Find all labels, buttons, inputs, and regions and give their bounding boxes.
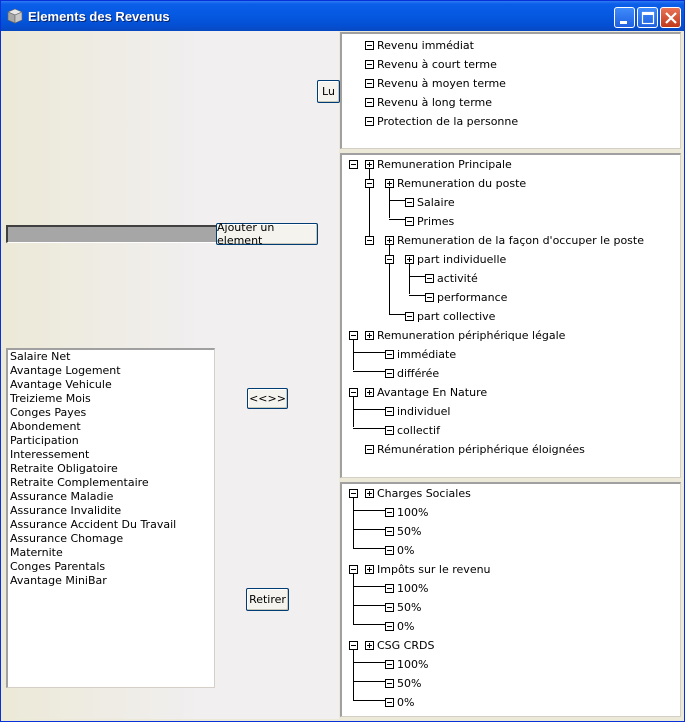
close-button[interactable]: [660, 7, 681, 28]
tree-node-label[interactable]: 100%: [397, 658, 429, 671]
collapse-icon[interactable]: [349, 388, 358, 397]
tree-node-label[interactable]: Charges Sociales: [377, 487, 471, 500]
tree-line: [353, 700, 385, 701]
list-item[interactable]: Assurance Maladie: [10, 490, 114, 503]
collapse-icon[interactable]: [365, 98, 374, 107]
collapse-icon[interactable]: [349, 331, 358, 340]
tree-node-label[interactable]: individuel: [397, 405, 451, 418]
maximize-button[interactable]: [637, 7, 658, 28]
close-icon: [661, 8, 682, 29]
tree-line: [389, 200, 405, 201]
tree-line: [353, 574, 354, 624]
remove-button[interactable]: Retirer: [246, 588, 289, 611]
expand-icon[interactable]: [385, 236, 394, 245]
tree-node-label[interactable]: différée: [397, 367, 440, 380]
title-bar[interactable]: [1, 1, 684, 31]
list-item[interactable]: Maternite: [10, 546, 63, 559]
collapse-icon[interactable]: [385, 660, 394, 669]
tree-line: [353, 498, 354, 548]
collapse-icon[interactable]: [405, 312, 414, 321]
expand-icon[interactable]: [365, 331, 374, 340]
tree-node-label[interactable]: immédiate: [397, 348, 457, 361]
revenue-list[interactable]: [6, 348, 215, 688]
tree-panel-categories[interactable]: [340, 32, 681, 149]
tree-node-label[interactable]: part individuelle: [417, 253, 507, 266]
swap-button[interactable]: <<>>: [247, 388, 288, 409]
collapse-icon[interactable]: [425, 274, 434, 283]
client-area: [4, 31, 681, 719]
collapse-icon[interactable]: [365, 236, 374, 245]
collapse-icon[interactable]: [385, 508, 394, 517]
tree-line: [389, 188, 390, 218]
collapse-icon[interactable]: [349, 489, 358, 498]
collapse-icon[interactable]: [385, 603, 394, 612]
list-item[interactable]: Participation: [10, 434, 79, 447]
expand-icon[interactable]: [405, 255, 414, 264]
minimize-icon: [615, 8, 636, 29]
tree-line: [353, 409, 385, 410]
tree-node-label[interactable]: Revenu à long terme: [377, 96, 493, 109]
list-item[interactable]: Avantage MiniBar: [10, 574, 107, 587]
tree-node-label[interactable]: Revenu à moyen terme: [377, 77, 506, 90]
tree-node-label[interactable]: Revenu à court terme: [377, 58, 497, 71]
maximize-icon: [638, 8, 659, 29]
collapse-icon[interactable]: [385, 527, 394, 536]
collapse-icon[interactable]: [365, 41, 374, 50]
list-item[interactable]: Conges Parentals: [10, 560, 106, 573]
tree-line: [353, 681, 385, 682]
list-item[interactable]: Avantage Vehicule: [10, 378, 112, 391]
tree-line: [409, 264, 410, 294]
collapse-icon[interactable]: [385, 698, 394, 707]
expand-icon[interactable]: [365, 565, 374, 574]
tree-node-label[interactable]: performance: [437, 291, 508, 304]
tree-node-label[interactable]: Remuneration de la façon d'occuper le poste: [397, 234, 644, 247]
expand-icon[interactable]: [365, 641, 374, 650]
collapse-icon[interactable]: [385, 584, 394, 593]
tree-node-label[interactable]: Salaire: [417, 196, 455, 209]
collapse-icon[interactable]: [385, 546, 394, 555]
tree-node-label[interactable]: Revenu immédiat: [377, 39, 474, 52]
tree-node-label[interactable]: 50%: [397, 601, 422, 614]
tree-node-label[interactable]: 0%: [397, 544, 415, 557]
tree-node-label[interactable]: Primes: [417, 215, 455, 228]
expand-icon[interactable]: [365, 160, 374, 169]
list-item[interactable]: Salaire Net: [10, 350, 71, 363]
expand-icon[interactable]: [365, 388, 374, 397]
tree-line: [353, 650, 354, 700]
tree-line: [353, 510, 385, 511]
tree-node-label[interactable]: Remuneration périphérique légale: [377, 329, 566, 342]
tree-node-label[interactable]: Protection de la personne: [377, 115, 519, 128]
window-title: Elements des Revenus: [28, 9, 170, 24]
collapse-icon[interactable]: [405, 198, 414, 207]
collapse-icon[interactable]: [385, 622, 394, 631]
tree-line: [353, 662, 385, 663]
tree-line: [353, 605, 385, 606]
list-item[interactable]: Assurance Chomage: [10, 532, 124, 545]
tree-line: [353, 548, 385, 549]
collapse-icon[interactable]: [365, 60, 374, 69]
list-item[interactable]: Assurance Invalidite: [10, 504, 122, 517]
collapse-icon[interactable]: [385, 369, 394, 378]
tree-node-label[interactable]: 0%: [397, 620, 415, 633]
minimize-button[interactable]: [614, 7, 635, 28]
list-item[interactable]: Interessement: [10, 448, 90, 461]
collapse-icon[interactable]: [365, 117, 374, 126]
add-element-button[interactable]: Ajouter un element: [216, 223, 318, 245]
tree-node-label[interactable]: CSG CRDS: [377, 639, 435, 652]
tree-node-label[interactable]: Remuneration du poste: [397, 177, 527, 190]
collapse-icon[interactable]: [349, 641, 358, 650]
collapse-icon[interactable]: [385, 679, 394, 688]
tree-line: [353, 397, 354, 427]
tree-line: [353, 428, 385, 429]
tree-panel-remuneration[interactable]: [340, 153, 681, 478]
tree-line: [353, 624, 385, 625]
tree-node-label[interactable]: 100%: [397, 506, 429, 519]
expand-icon[interactable]: [365, 489, 374, 498]
list-item[interactable]: Assurance Accident Du Travail: [10, 518, 177, 531]
tree-line: [353, 340, 354, 370]
list-item[interactable]: Treizieme Mois: [10, 392, 91, 405]
tree-line: [389, 314, 405, 315]
collapse-icon[interactable]: [365, 445, 374, 454]
tree-node-label[interactable]: 100%: [397, 582, 429, 595]
tree-line: [389, 219, 405, 220]
tree-node-label[interactable]: 50%: [397, 677, 422, 690]
collapse-icon[interactable]: [365, 179, 374, 188]
tree-node-label[interactable]: Impôts sur le revenu: [377, 563, 491, 576]
tree-line: [353, 371, 385, 372]
expand-icon[interactable]: [385, 179, 394, 188]
tree-node-label[interactable]: 50%: [397, 525, 422, 538]
tree-node-label[interactable]: part collective: [417, 310, 496, 323]
tree-node-label[interactable]: Rémunération périphérique éloignées: [377, 443, 585, 456]
tree-node-label[interactable]: collectif: [397, 424, 440, 437]
tree-node-label[interactable]: Remuneration Principale: [377, 158, 512, 171]
app-icon: [7, 8, 23, 24]
element-input[interactable]: [6, 225, 217, 243]
tree-node-label[interactable]: Avantage En Nature: [377, 386, 488, 399]
tree-node-label[interactable]: activité: [437, 272, 478, 285]
collapse-icon[interactable]: [385, 426, 394, 435]
list-item[interactable]: Retraite Obligatoire: [10, 462, 118, 475]
collapse-icon[interactable]: [365, 79, 374, 88]
collapse-icon[interactable]: [385, 407, 394, 416]
tree-line: [353, 586, 385, 587]
tree-line: [353, 529, 385, 530]
tree-panel-charges[interactable]: [340, 482, 681, 717]
tree-line: [353, 352, 385, 353]
collapse-icon[interactable]: [405, 217, 414, 226]
list-item[interactable]: Avantage Logement: [10, 364, 121, 377]
collapse-icon[interactable]: [385, 350, 394, 359]
collapse-icon[interactable]: [425, 293, 434, 302]
collapse-icon[interactable]: [349, 160, 358, 169]
lu-button[interactable]: Lu: [317, 80, 340, 103]
list-item[interactable]: Retraite Complementaire: [10, 476, 149, 489]
list-item[interactable]: Abondement: [10, 420, 81, 433]
tree-line: [409, 276, 425, 277]
list-item[interactable]: Conges Payes: [10, 406, 87, 419]
collapse-icon[interactable]: [349, 565, 358, 574]
tree-node-label[interactable]: 0%: [397, 696, 415, 709]
tree-line: [409, 295, 425, 296]
collapse-icon[interactable]: [385, 255, 394, 264]
